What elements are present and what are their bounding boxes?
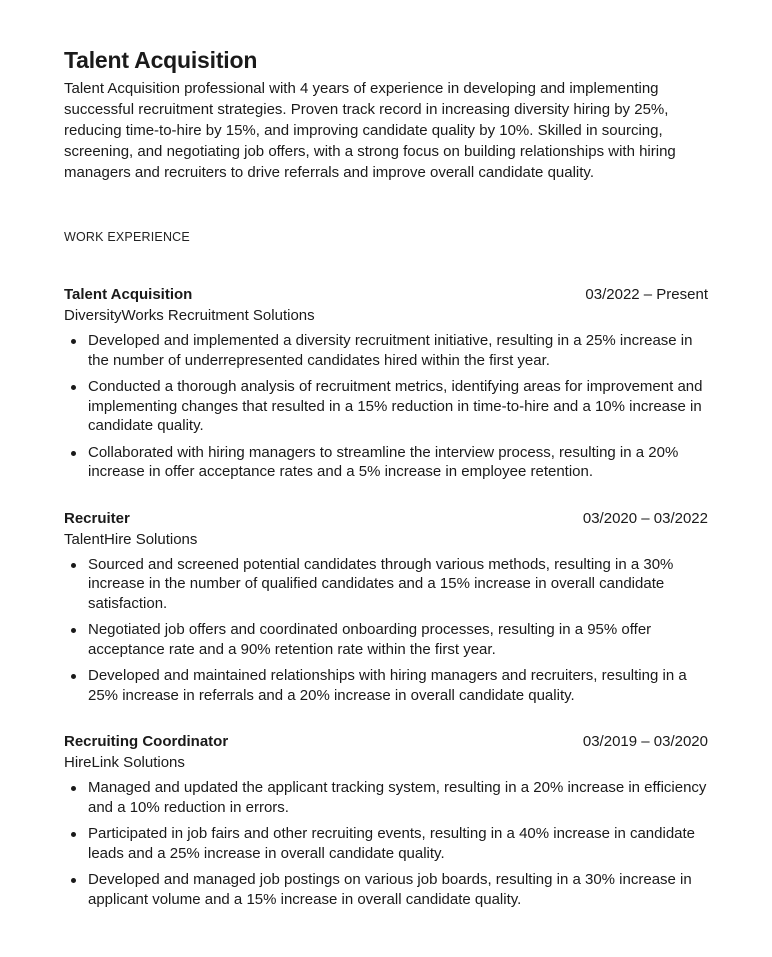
job-bullets xyxy=(64,331,708,482)
job-header xyxy=(64,733,708,750)
bullet-item: Sourced and screened potential candidates through various methods, resulting in a 30% increase in the number of qualified candidates and a 15% increase in overall candidate satisfaction. xyxy=(88,555,708,614)
bullet-item: Developed and maintained relationships with hiring managers and recruiters, resulting in a 25% increase in referrals and a 20% increase in overall candidate quality. xyxy=(88,666,708,705)
job-title: Recruiter xyxy=(64,509,130,527)
job-entry xyxy=(64,286,708,482)
job-entry xyxy=(64,510,708,706)
section-title-work-experience: WORK EXPERIENCE xyxy=(64,230,190,244)
job-entry xyxy=(64,733,708,909)
company-name: TalentHire Solutions xyxy=(64,530,198,548)
company-name: DiversityWorks Recruitment Solutions xyxy=(64,307,315,324)
resume-name: Talent Acquisition xyxy=(64,47,258,73)
professional-summary: Talent Acquisition professional with 4 years of experience in developing and implementing successful recruitment strategies. Proven track record in increasing diversity hiring by 25%, reducing time-to-hire by 15%, and improving candidate quality by 10%. Skilled in sourcing, screening, and negotiating job offers, with a strong focus on building relationships with hiring managers and recruiters to drive referrals and improve overall candidate quality. xyxy=(64,80,676,181)
job-dates: 03/2019 – 03/2020 xyxy=(582,733,708,750)
bullet-item: Managed and updated the applicant tracking system, resulting in a 20% increase in efficiency and a 10% reduction in errors. xyxy=(88,779,707,816)
bullet-item: Collaborated with hiring managers to streamline the interview process, resulting in a 20% increase in offer acceptance rates and a 5% increase in employee retention. xyxy=(88,443,708,482)
job-bullets xyxy=(64,778,708,909)
bullet-item: Developed and managed job postings on various job boards, resulting in a 30% increase in applicant volume and a 15% increase in overall candidate quality. xyxy=(88,870,708,909)
bullet-item: Developed and implemented a diversity recruitment initiative, resulting in a 25% increase in the number of underrepresented candidates hired within the first year. xyxy=(88,331,708,370)
job-title: Talent Acquisition xyxy=(64,286,193,303)
job-bullets xyxy=(64,555,708,706)
job-header xyxy=(64,286,708,303)
job-title: Recruiting Coordinator xyxy=(64,733,229,750)
bullet-item: Conducted a thorough analysis of recruitment metrics, identifying areas for improvement and implementing changes that resulted in a 15% reduction in time-to-hire and a 10% increase in candidate quality. xyxy=(88,377,708,436)
job-dates: 03/2020 – 03/2022 xyxy=(582,509,708,527)
company-name: HireLink Solutions xyxy=(64,754,185,771)
bullet-item: Participated in job fairs and other recruiting events, resulting in a 40% increase in candidate leads and a 25% increase in overall candidate quality. xyxy=(88,824,708,863)
bullet-item: Negotiated job offers and coordinated onboarding processes, resulting in a 95% offer acceptance rate and a 90% retention rate within the first year. xyxy=(88,620,708,659)
job-dates: 03/2022 – Present xyxy=(585,286,708,303)
job-header xyxy=(64,510,708,527)
